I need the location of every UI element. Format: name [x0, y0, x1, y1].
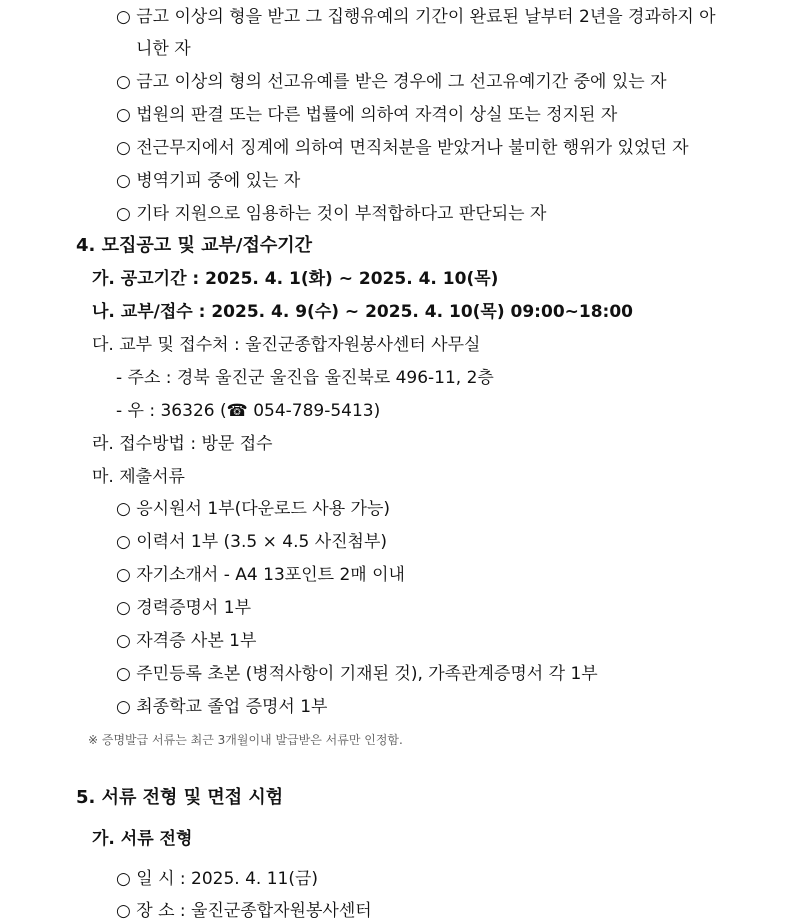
document-item: ○ 경력증명서 1부: [116, 598, 251, 618]
disqualification-item: ○ 법원의 판결 또는 다른 법률에 의하여 자격이 상실 또는 정지된 자: [116, 105, 618, 125]
disqualification-item: ○ 금고 이상의 형의 선고유예를 받은 경우에 그 선고유예기간 중에 있는 자: [116, 72, 667, 92]
disqualification-item: ○ 전근무지에서 징계에 의하여 면직처분을 받았거나 불미한 행위가 있었던 자: [116, 138, 689, 158]
section-5-heading: 5. 서류 전형 및 면접 시험: [76, 787, 284, 808]
document-item: ○ 이력서 1부 (3.5 × 4.5 사진첨부): [116, 532, 388, 552]
document-screening-heading: 가. 서류 전형: [92, 829, 193, 849]
documents-heading: 마. 제출서류: [92, 467, 185, 487]
document-item: ○ 응시원서 1부(다운로드 사용 가능): [116, 499, 391, 519]
disqualification-item: ○ 기타 지원으로 임용하는 것이 부적합하다고 판단되는 자: [116, 204, 547, 224]
disqualification-item: ○ 병역기피 중에 있는 자: [116, 171, 301, 191]
document-item: ○ 자기소개서 - A4 13포인트 2매 이내: [116, 565, 405, 585]
address: - 주소 : 경북 울진군 울진읍 울진북로 496-11, 2층: [116, 368, 494, 388]
section-4-heading: 4. 모집공고 및 교부/접수기간: [76, 235, 313, 256]
disqualification-item: ○ 금고 이상의 형을 받고 그 집행유예의 기간이 완료된 날부터 2년을 경과하지 아: [116, 7, 716, 27]
postal-and-phone: - 우 : 36326 (☎ 054-789-5413): [116, 401, 381, 421]
notice-period: 가. 공고기간 : 2025. 4. 1(화) ~ 2025. 4. 10(목): [92, 269, 499, 289]
receipt-place: 다. 교부 및 접수처 : 울진군종합자원봉사센터 사무실: [92, 335, 481, 355]
document-note: ※ 증명발급 서류는 최근 3개월이내 발급받은 서류만 인정함.: [88, 733, 403, 747]
document-item: ○ 자격증 사본 1부: [116, 631, 257, 651]
disqualification-item-continued: 니한 자: [136, 39, 191, 59]
receipt-period: 나. 교부/접수 : 2025. 4. 9(수) ~ 2025. 4. 10(목) 09:00~18:00: [92, 302, 633, 322]
screening-date: ○ 일 시 : 2025. 4. 11(금): [116, 869, 319, 889]
document-item: ○ 주민등록 초본 (병적사항이 기재된 것), 가족관계증명서 각 1부: [116, 664, 598, 684]
document-item: ○ 최종학교 졸업 증명서 1부: [116, 697, 328, 717]
receipt-method: 라. 접수방법 : 방문 접수: [92, 434, 273, 454]
screening-location: ○ 장 소 : 울진군종합자원봉사센터: [116, 901, 372, 921]
